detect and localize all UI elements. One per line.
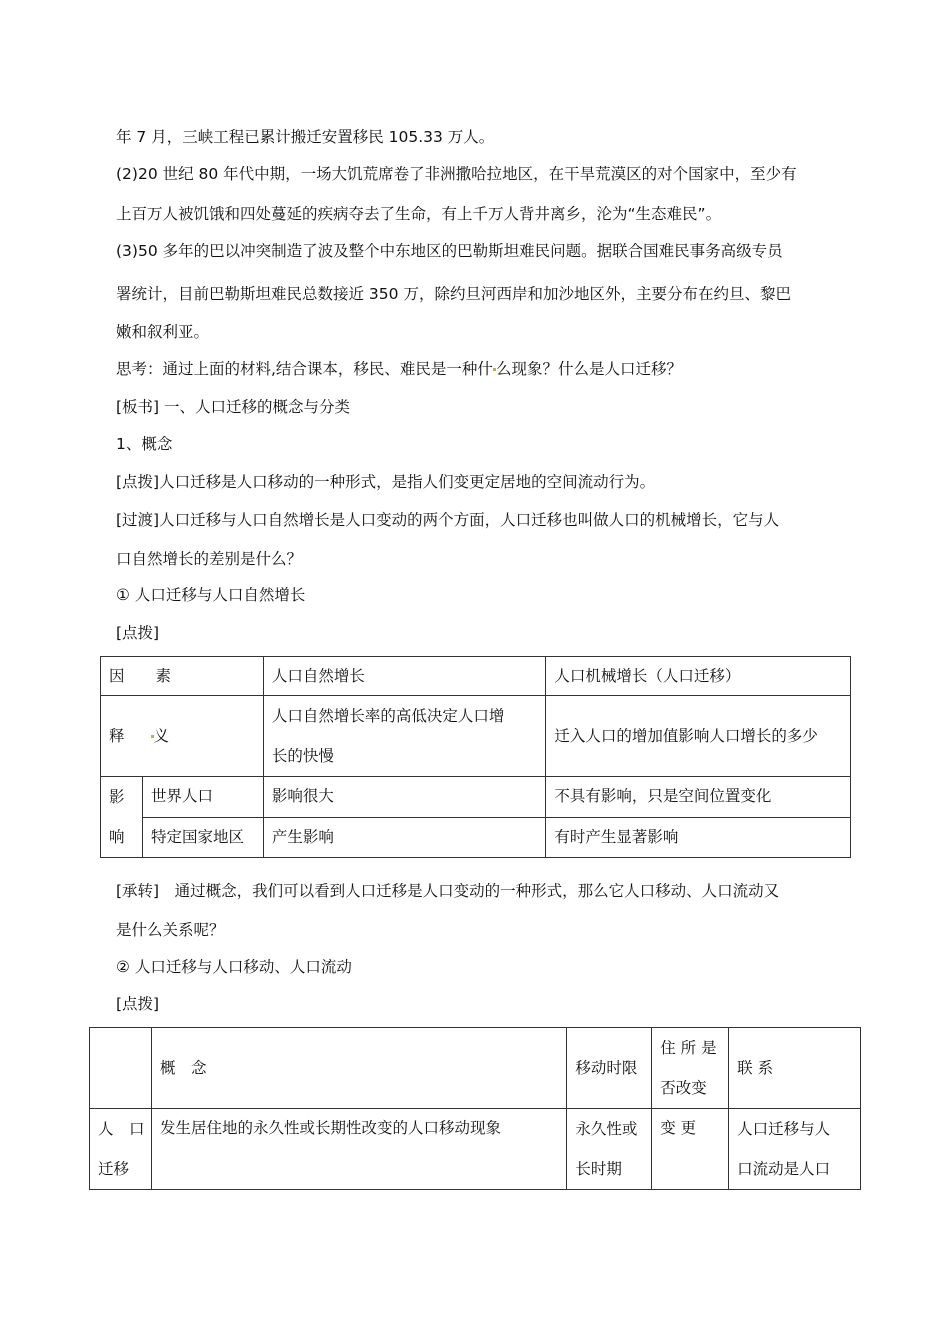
table-row <box>90 1109 861 1190</box>
table-row <box>90 1028 861 1109</box>
cell-text: 影响很大 <box>271 787 334 805</box>
cell-line: 否改变 <box>660 1079 707 1097</box>
subheading: ① 人口迁移与人口自然增长 <box>116 586 306 604</box>
cell-line: 口流动是人口 <box>737 1160 831 1178</box>
board-heading: [板书] 一、人口迁移的概念与分类 <box>116 398 351 416</box>
cell-line: 长的快慢 <box>271 747 334 765</box>
table-header-cell <box>546 657 851 696</box>
paragraph-line: [承转] 通过概念，我们可以看到人口迁移是人口变动的一种形式，那么它人口移动、人口流动又 <box>116 882 780 900</box>
cell-text <box>101 777 142 857</box>
table-cell <box>652 1109 729 1190</box>
table-cell <box>546 817 851 858</box>
table-row <box>101 657 851 696</box>
cell-text: 产生影响 <box>271 827 334 846</box>
cell-text <box>567 1109 651 1189</box>
table-header-cell <box>567 1028 652 1109</box>
cell-text <box>264 696 546 776</box>
cell-text: 特定国家地区 <box>150 827 244 846</box>
cell-text <box>101 717 263 755</box>
paragraph-line: (3)50 多年的巴以冲突制造了波及整个中东地区的巴勒斯坦难民问题。据联合国难民事务高级专员 <box>116 242 783 260</box>
paragraph-line: 是什么关系呢？ <box>116 921 225 939</box>
paragraph-line: [过渡]人口迁移与人口自然增长是人口变动的两个方面，人口迁移也叫做人口的机械增长，它与人 <box>116 511 780 529</box>
cell-text <box>729 1109 860 1189</box>
table-row <box>101 817 851 858</box>
table-cell <box>546 696 851 777</box>
paragraph-line: (2)20 世纪 80 年代中期，一场大饥荒席卷了非洲撒哈拉地区，在干旱荒漠区的对个国家中，至少有 <box>116 165 797 183</box>
table-cell <box>151 1109 566 1190</box>
table-header-cell <box>729 1028 861 1109</box>
cell-text-part: 释 <box>109 727 125 745</box>
table-cell <box>101 777 143 858</box>
cell-text <box>652 1028 728 1108</box>
table-header-cell <box>90 1028 152 1109</box>
thinking-question-part: 思考：通过上面的材料,结合课本，移民、难民是一种什 <box>116 360 493 378</box>
table-cell <box>567 1109 652 1190</box>
paragraph-line: 署统计，目前巴勒斯坦难民总数接近 350 万，除约旦河西岸和加沙地区外，主要分布在约旦、黎巴 <box>116 285 791 303</box>
table-row <box>101 696 851 777</box>
table-cell <box>142 817 263 858</box>
thinking-question <box>116 359 682 379</box>
table-header-cell <box>151 1028 566 1109</box>
table-cell <box>729 1109 861 1190</box>
cell-line: 迁移 <box>98 1160 130 1178</box>
cell-text: 移动时限 <box>575 1059 638 1077</box>
table-cell <box>142 777 263 818</box>
cell-text: 概 念 <box>159 1059 207 1077</box>
cell-line: 永久性或 <box>575 1120 638 1138</box>
table-header-cell <box>652 1028 729 1109</box>
paragraph-line: 上百万人被饥饿和四处蔓延的疾病夺去了生命，有上千万人背井离乡，沦为“生态难民”。 <box>116 205 722 223</box>
cell-text: 联 系 <box>737 1059 774 1077</box>
cell-line: 影 <box>109 788 125 806</box>
section-heading: 1、概念 <box>116 435 173 453</box>
comparison-table-growth <box>100 656 851 858</box>
cell-text: 因 素 <box>109 667 172 685</box>
cell-text: 发生居住地的永久性或长期性改变的人口移动现象 <box>159 1119 501 1137</box>
cell-line: 人口自然增长率的高低决定人口增 <box>271 707 505 725</box>
table-cell <box>263 696 546 777</box>
cell-line: 长时期 <box>575 1160 622 1178</box>
subheading: ② 人口迁移与人口移动、人口流动 <box>116 958 352 976</box>
paragraph-line: 嫩和叙利亚。 <box>116 323 210 341</box>
cell-line: 人口迁移与人 <box>737 1120 831 1138</box>
cell-line: 人 口 <box>98 1120 145 1138</box>
comparison-table-migration <box>89 1027 861 1190</box>
thinking-question-part: 么现象？什么是人口迁移？ <box>495 360 682 378</box>
cell-text: 有时产生显著影响 <box>554 827 679 846</box>
table-cell <box>546 777 851 818</box>
cell-text: 不具有影响，只是空间位置变化 <box>554 787 772 805</box>
cell-text: 人口机械增长（人口迁移） <box>554 667 741 685</box>
paragraph-line: [点拨]人口迁移是人口移动的一种形式，是指人们变更定居地的空间流动行为。 <box>116 473 656 491</box>
hint-label: [点拨] <box>116 995 160 1013</box>
cell-text-part: 义 <box>153 727 170 745</box>
paragraph-line: 年 7 月，三峡工程已累计搬迁安置移民 105.33 万人。 <box>116 128 495 146</box>
hint-label: [点拨] <box>116 624 160 642</box>
table-cell <box>101 696 264 777</box>
cell-text: 迁入人口的增加值影响人口增长的多少 <box>554 727 818 745</box>
table-row <box>101 777 851 818</box>
table-cell <box>90 1109 152 1190</box>
table-cell <box>263 817 546 858</box>
table-header-cell <box>101 657 264 696</box>
cell-text: 世界人口 <box>150 787 213 805</box>
cell-text <box>90 1109 151 1189</box>
cell-line: 住 所 是 <box>660 1039 717 1057</box>
cell-text: 变 更 <box>660 1119 697 1137</box>
cell-text: 人口自然增长 <box>271 667 365 685</box>
cell-line: 响 <box>109 828 125 846</box>
table-header-cell <box>263 657 546 696</box>
paragraph-line: 口自然增长的差别是什么？ <box>116 550 303 568</box>
table-cell <box>263 777 546 818</box>
